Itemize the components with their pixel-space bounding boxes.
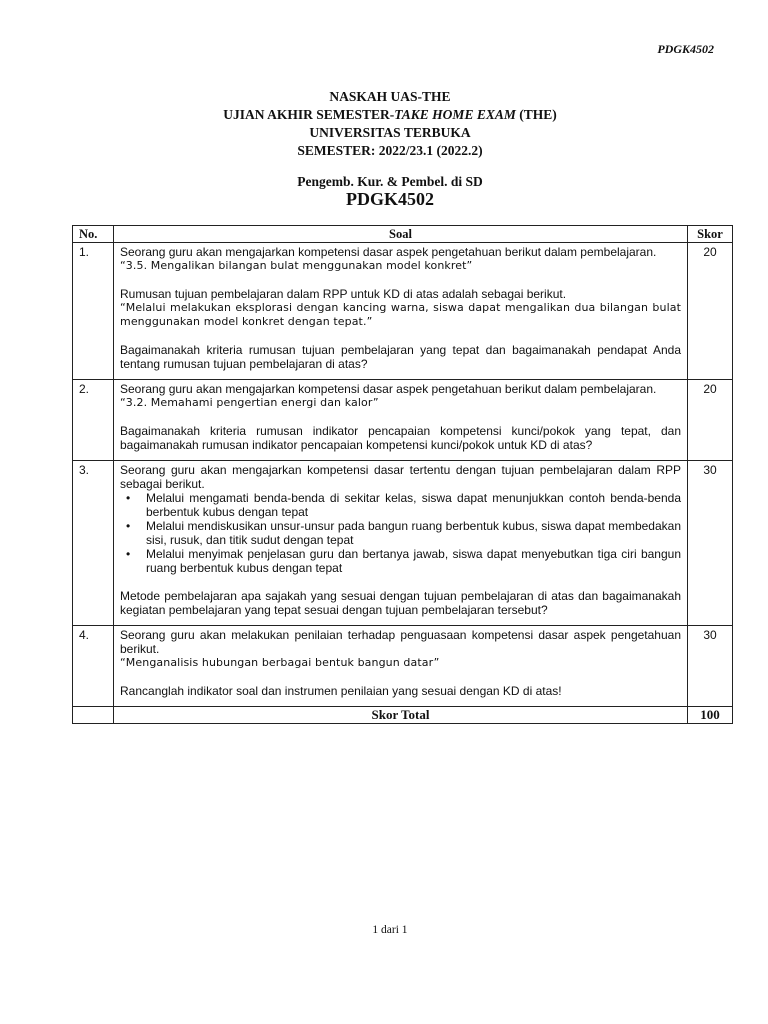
question-quote: “3.5. Mengalikan bilangan bulat menggunakan model konkret” xyxy=(120,259,473,272)
list-item-text: Melalui mendiskusikan unsur-unsur pada bangun ruang berbentuk kubus, siswa dapat membedakan sisi, rusuk, dan titik sudut dengan tepat xyxy=(146,519,681,547)
question-text xyxy=(114,243,688,380)
question-row-1 xyxy=(73,243,733,380)
list-item xyxy=(126,519,681,547)
question-row-3 xyxy=(73,461,733,626)
header-skor: Skor xyxy=(688,226,733,243)
exam-title-line2-italic: TAKE HOME EXAM xyxy=(394,107,516,122)
table-header-row xyxy=(73,226,733,243)
question-row-2 xyxy=(73,380,733,461)
bullet-icon: • xyxy=(126,547,131,561)
document-code-header: PDGK4502 xyxy=(657,42,714,56)
question-paragraph: Metode pembelajaran apa sajakah yang sesuai dengan tujuan pembelajaran di atas dan bagaimanakah kegiatan pembelajaran yang tepat sesuai dengan tujuan pembelajaran tersebut? xyxy=(120,589,681,617)
question-table xyxy=(72,225,733,724)
question-quote: “Menganalisis hubungan berbagai bentuk bangun datar” xyxy=(120,656,440,669)
exam-title-line2-pre: UJIAN AKHIR SEMESTER- xyxy=(223,107,395,122)
question-paragraph: Seorang guru akan melakukan penilaian terhadap penguasaan kompetensi dasar aspek pengetahuan berikut. xyxy=(120,628,681,656)
exam-title-line2 xyxy=(0,106,768,124)
exam-title-line2-post: (THE) xyxy=(515,107,557,122)
list-item-text: Melalui menyimak penjelasan guru dan bertanya jawab, siswa dapat menyebutkan tiga ciri bangun ruang berbentuk kubus dengan tepat xyxy=(146,547,681,575)
question-paragraph: Rancanglah indikator soal dan instrumen penilaian yang sesuai dengan KD di atas! xyxy=(120,684,562,698)
list-item xyxy=(126,547,681,575)
header-soal: Soal xyxy=(114,226,688,243)
semester-line: SEMESTER: 2022/23.1 (2022.2) xyxy=(297,143,483,158)
total-empty-cell xyxy=(73,707,114,724)
header-no: No. xyxy=(73,226,114,243)
question-number: 4. xyxy=(73,626,114,707)
question-paragraph: Seorang guru akan mengajarkan kompetensi dasar aspek pengetahuan berikut dalam pembelajaran. xyxy=(120,245,657,259)
total-value: 100 xyxy=(688,707,733,724)
list-item-text: Melalui mengamati benda-benda di sekitar kelas, siswa dapat menunjukkan contoh benda-benda berbentuk kubus dengan tepat xyxy=(146,491,681,519)
question-row-4 xyxy=(73,626,733,707)
question-text xyxy=(114,461,688,626)
question-quote: “Melalui melakukan eksplorasi dengan kancing warna, siswa dapat mengalikan dua bilangan bulat menggunakan model konkret dengan tepat.” xyxy=(120,301,681,328)
total-label: Skor Total xyxy=(114,707,688,724)
university-name: UNIVERSITAS TERBUKA xyxy=(309,125,471,140)
question-score: 30 xyxy=(688,626,733,707)
question-text xyxy=(114,626,688,707)
question-number: 1. xyxy=(73,243,114,380)
question-text xyxy=(114,380,688,461)
course-code-title: PDGK4502 xyxy=(346,189,434,209)
question-number: 2. xyxy=(73,380,114,461)
question-paragraph: Seorang guru akan mengajarkan kompetensi dasar tertentu dengan tujuan pembelajaran dalam RPP sebagai berikut. xyxy=(120,463,681,491)
question-paragraph: Rumusan tujuan pembelajaran dalam RPP untuk KD di atas adalah sebagai berikut. xyxy=(120,287,567,301)
question-quote: “3.2. Memahami pengertian energi dan kalor” xyxy=(120,396,379,409)
exam-title-line1: NASKAH UAS-THE xyxy=(329,89,451,104)
list-item xyxy=(126,491,681,519)
question-paragraph: Bagaimanakah kriteria rumusan tujuan pembelajaran yang tepat dan bagaimanakah pendapat Anda tentang rumusan tujuan pembelajaran di atas? xyxy=(120,343,681,371)
objective-list xyxy=(120,491,681,575)
course-subject: Pengemb. Kur. & Pembel. di SD xyxy=(297,174,483,189)
question-paragraph: Bagaimanakah kriteria rumusan indikator pencapaian kompetensi kunci/pokok yang tepat, dan bagaimanakah rumusan indikator pencapaian kompetensi kunci/pokok untuk KD di atas? xyxy=(120,424,681,452)
question-score: 30 xyxy=(688,461,733,626)
question-paragraph: Seorang guru akan mengajarkan kompetensi dasar aspek pengetahuan berikut dalam pembelajaran. xyxy=(120,382,657,396)
total-row xyxy=(73,707,733,724)
exam-title-block xyxy=(0,88,768,160)
page-number: 1 dari 1 xyxy=(372,924,408,936)
question-score: 20 xyxy=(688,243,733,380)
bullet-icon: • xyxy=(126,491,131,505)
question-number: 3. xyxy=(73,461,114,626)
question-score: 20 xyxy=(688,380,733,461)
bullet-icon: • xyxy=(126,519,131,533)
